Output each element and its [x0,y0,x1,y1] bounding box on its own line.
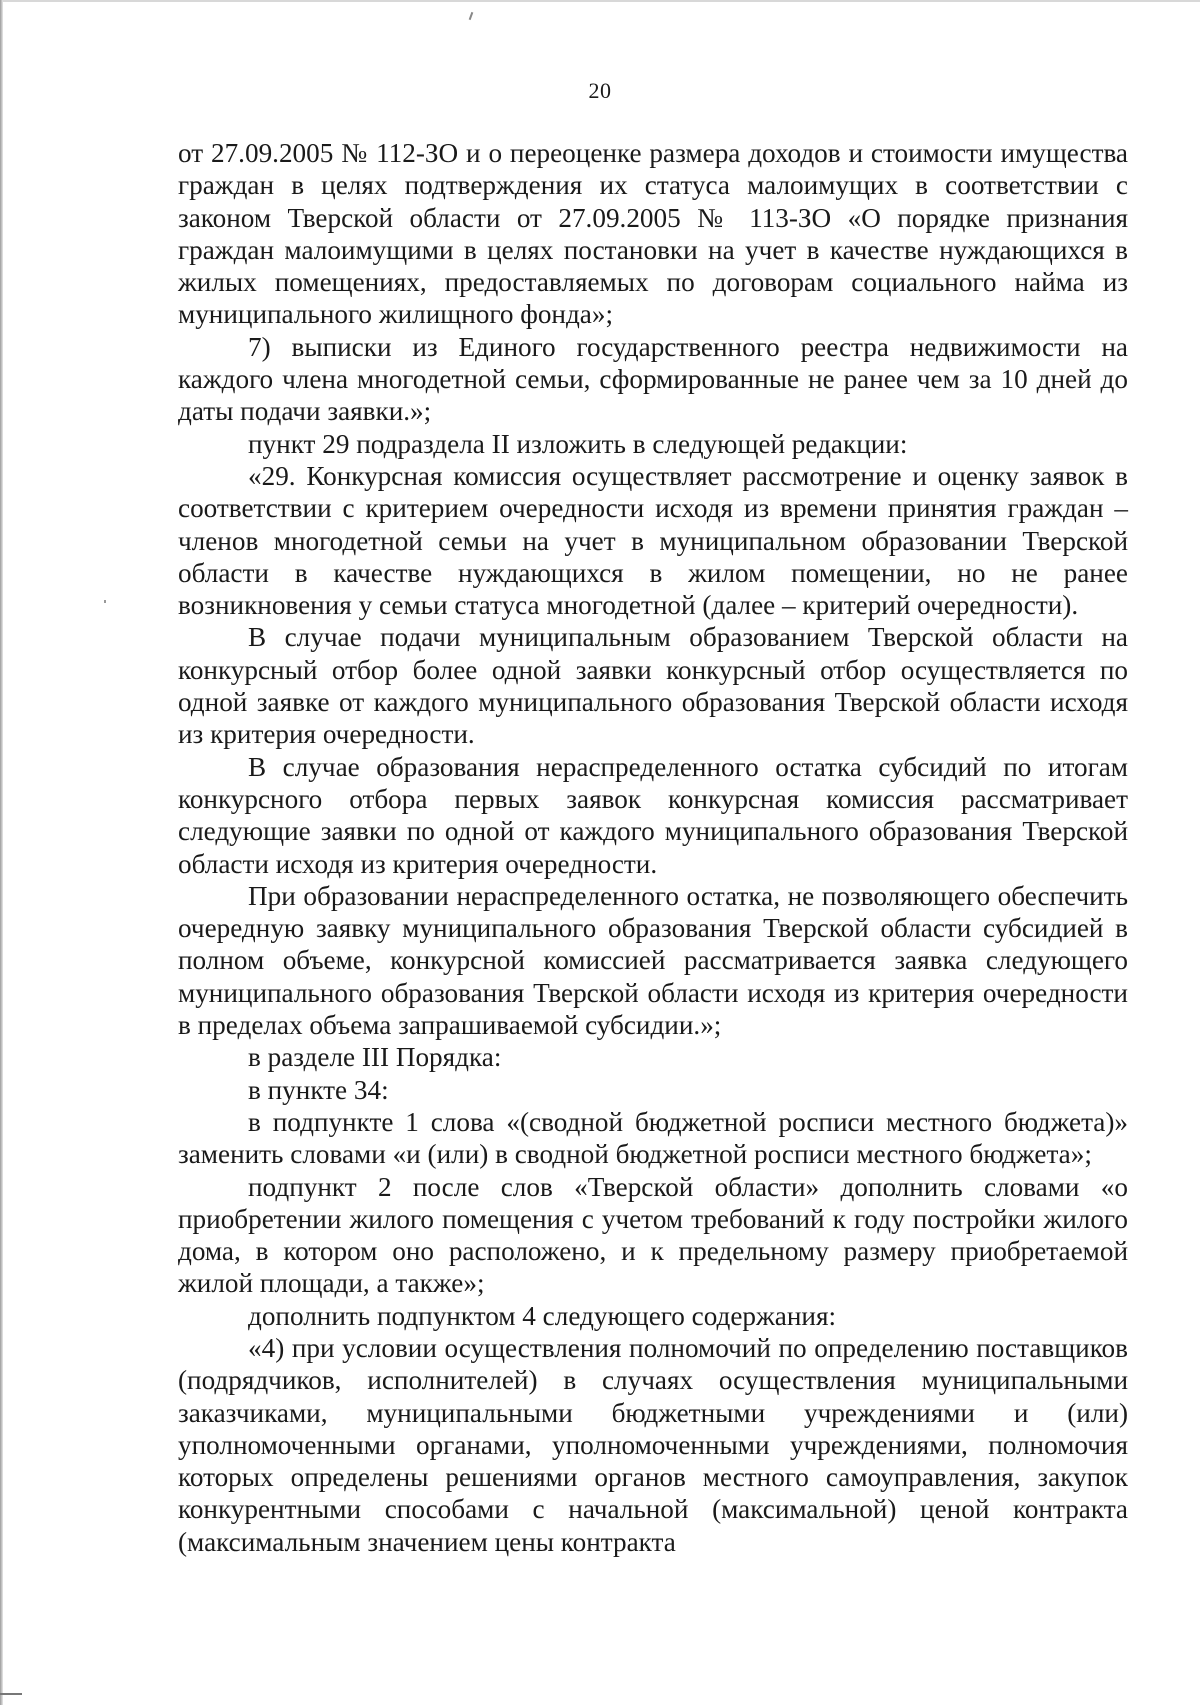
paragraph: «4) при условии осуществления полномочий по определению поставщиков (подрядчиков, исполнителей) в случаях осуществления муниципальными заказчиками, муниципальными бюджетными учреждениями и (или) уполномоченными органами, уполномоченными учреждениями, полномочия которых определены решениями органов местного самоуправления, закупок конкурентными способами с начальной (максимальной) ценой контракта (максимальным значением цены контракта [178,1332,1128,1557]
paragraph: подпункт 2 после слов «Тверской области» дополнить словами «о приобретении жилого помещения с учетом требований к году постройки жилого дома, в котором оно расположено, и к предельному размеру приобретаемой жилой площади, а также»; [178,1171,1128,1299]
scan-artifact-bottom [0,1693,22,1695]
paragraph: 7) выписки из Единого государственного реестра недвижимости на каждого члена многодетной семьи, сформированные не ранее чем за 10 дней до даты подачи заявки.»; [178,331,1128,427]
paragraph: от 27.09.2005 № 112-ЗО и о переоценке размера доходов и стоимости имущества граждан в целях подтверждения их статуса малоимущих в соответствии с законом Тверской области от 27.09.2005 № 113-ЗО «О порядке признания граждан малоимущими в целях постановки на учет в качестве нуждающихся в жилых помещениях, предоставляемых по договорам социального найма из муниципального жилищного фонда»; [178,138,1128,330]
paragraph: пункт 29 подраздела II изложить в следующей редакции: [248,428,908,459]
paragraph: в разделе III Порядка: [248,1042,502,1073]
page-number: 20 [588,78,612,103]
paragraph: дополнить подпунктом 4 следующего содержания: [248,1300,837,1331]
paragraph: При образовании нераспределенного остатка, не позволяющего обеспечить очередную заявку муниципального образования Тверской области субсидией в полном объеме, конкурсной комиссией рассматривается заявка следующего муниципального образования Тверской области исходя из критерия очередности в пределах объема запрашиваемой субсидии.»; [178,880,1128,1041]
paragraph: в пункте 34: [248,1074,389,1105]
paragraph: В случае образования нераспределенного остатка субсидий по итогам конкурсного отбора первых заявок конкурсная комиссия рассматривает следующие заявки по одной от каждого муниципального образования Тверской области исходя из критерия очередности. [178,751,1128,879]
paragraph: В случае подачи муниципальным образованием Тверской области на конкурсный отбор более одной заявки конкурсный отбор осуществляется по одной заявке от каждого муниципального образования Тверской области исходя из критерия очередности. [178,622,1128,750]
paragraph: в подпункте 1 слова «(сводной бюджетной росписи местного бюджета)» заменить словами «и (или) в сводной бюджетной росписи местного бюджета»; [178,1106,1128,1170]
document-body [178,137,1128,1558]
scan-artifact-top [469,12,474,20]
paragraph: «29. Конкурсная комиссия осуществляет рассмотрение и оценку заявок в соответствии с критерием очередности исходя из времени принятия граждан – членов многодетной семьи на учет в муниципальном образовании Тверской области в качестве нуждающихся в жилом помещении, но не ранее возникновения у семьи статуса многодетной (далее – критерий очередности). [178,460,1128,621]
scan-edge-left [0,0,3,1705]
scan-edge-top [0,0,1200,2]
scan-artifact-left [104,600,106,603]
